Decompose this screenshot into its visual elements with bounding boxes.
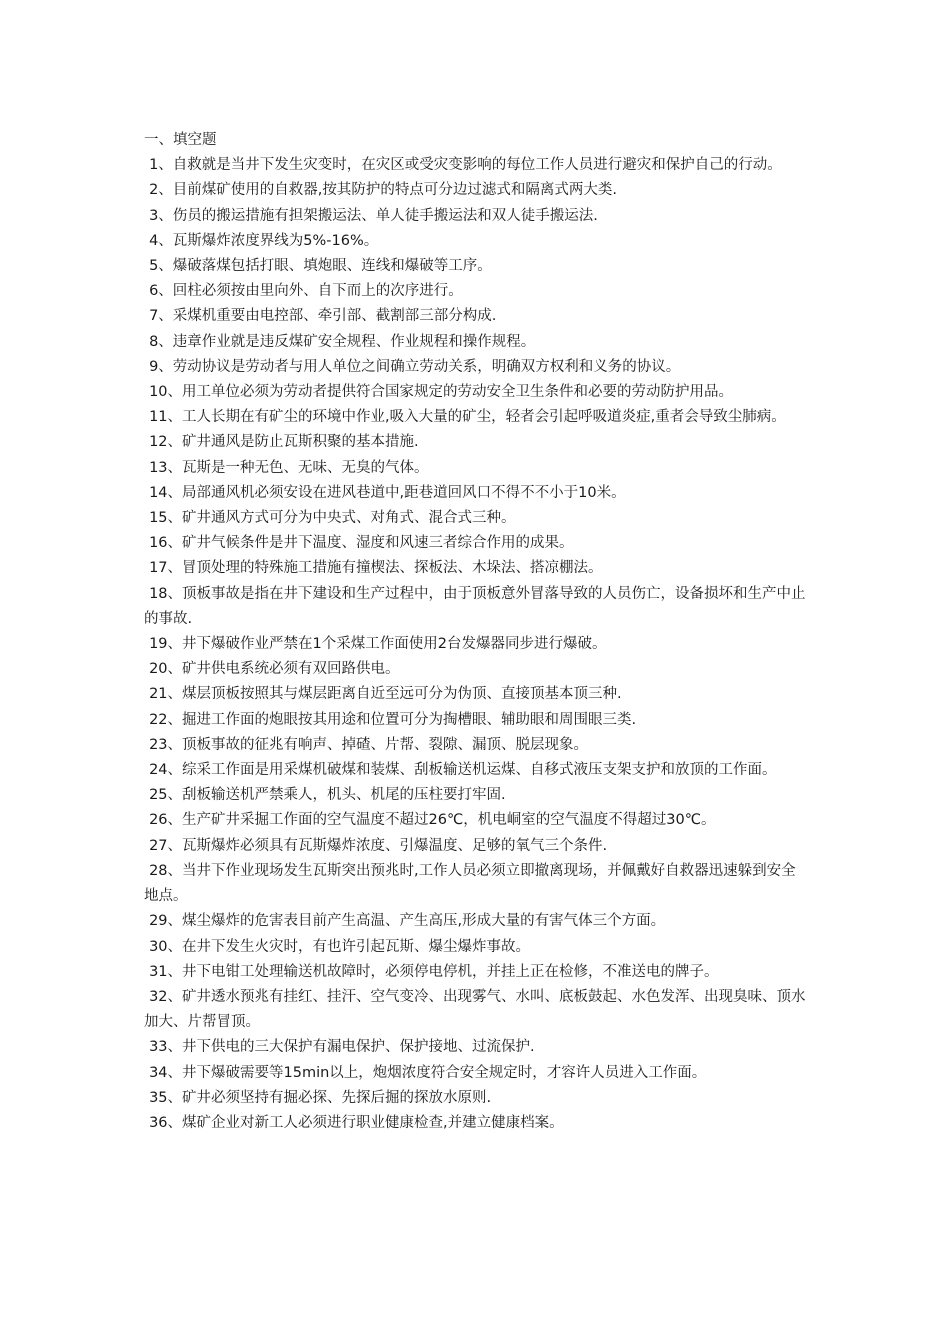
list-item: 24、综采工作面是用采煤机破煤和装煤、刮板输送机运煤、自移式液压支架支护和放顶的工作面。 <box>149 762 777 779</box>
list-item: 3、伤员的搬运措施有担架搬运法、单人徒手搬运法和双人徒手搬运法. <box>149 207 598 224</box>
list-item: 33、井下供电的三大保护有漏电保护、保护接地、过流保护. <box>149 1039 535 1056</box>
list-item: 15、矿井通风方式可分为中央式、对角式、混合式三种。 <box>149 510 516 527</box>
list-item: 17、冒顶处理的特殊施工措施有撞楔法、探板法、木垛法、搭凉棚法。 <box>149 560 603 577</box>
list-item: 25、刮板输送机严禁乘人，机头、机尾的压柱要打牢固. <box>149 787 506 804</box>
list-item: 18、顶板事故是指在井下建设和生产过程中，由于顶板意外冒落导致的人员伤亡，设备损坏和生产中止的事故. <box>144 585 806 627</box>
section-title: 一、填空题 <box>144 132 217 148</box>
list-item: 20、矿井供电系统必须有双回路供电。 <box>149 661 400 678</box>
list-item: 35、矿井必须坚持有掘必探、先探后掘的探放水原则. <box>149 1089 492 1106</box>
list-item: 31、井下电钳工处理输送机故障时，必须停电停机，并挂上正在检修，不准送电的牌子。 <box>149 963 719 980</box>
list-item: 28、当井下作业现场发生瓦斯突出预兆时,工作人员必须立即撤离现场，并佩戴好自救器迅速躲到安全地点。 <box>144 862 796 905</box>
list-item: 32、矿井透水预兆有挂红、挂汗、空气变冷、出现雾气、水叫、底板鼓起、水色发浑、出现臭味、顶水加大、片帮冒顶。 <box>144 988 806 1031</box>
list-item: 21、煤层顶板按照其与煤层距离自近至远可分为伪顶、直接顶基本顶三种. <box>149 686 622 703</box>
list-item: 19、井下爆破作业严禁在1个采煤工作面使用2台发爆器同步进行爆破。 <box>149 636 607 653</box>
list-item: 26、生产矿井采掘工作面的空气温度不超过26℃，机电峒室的空气温度不得超过30℃。 <box>149 812 716 829</box>
list-item: 1、自救就是当井下发生灾变时，在灾区或受灾变影响的每位工作人员进行避灾和保护自己的行动。 <box>149 157 782 174</box>
list-item: 8、违章作业就是违反煤矿安全规程、作业规程和操作规程。 <box>149 333 536 350</box>
list-item: 29、煤尘爆炸的危害表目前产生高温、产生高压,形成大量的有害气体三个方面。 <box>149 913 666 930</box>
document-body <box>144 128 808 1136</box>
list-item: 4、瓦斯爆炸浓度界线为5%-16%。 <box>149 232 379 249</box>
list-item: 7、采煤机重要由电控部、牵引部、截割部三部分构成. <box>149 308 497 325</box>
list-item: 10、用工单位必须为劳动者提供符合国家规定的劳动安全卫生条件和必要的劳动防护用品。 <box>149 384 734 401</box>
list-item: 23、顶板事故的征兆有响声、掉碴、片帮、裂隙、漏顶、脱层现象。 <box>149 736 589 753</box>
list-item: 22、掘进工作面的炮眼按其用途和位置可分为掏槽眼、辅助眼和周围眼三类. <box>149 711 637 728</box>
list-item: 12、矿井通风是防止瓦斯积聚的基本措施. <box>149 434 419 451</box>
list-item: 36、煤矿企业对新工人必须进行职业健康检查,并建立健康档案。 <box>149 1114 564 1131</box>
list-item: 30、在井下发生火灾时，有也许引起瓦斯、爆尘爆炸事故。 <box>149 938 531 955</box>
question-list <box>144 153 808 1136</box>
list-item: 9、劳动协议是劳动者与用人单位之间确立劳动关系，明确双方权利和义务的协议。 <box>149 358 681 375</box>
list-item: 27、瓦斯爆炸必须具有瓦斯爆炸浓度、引爆温度、足够的氧气三个条件. <box>149 837 608 854</box>
list-item: 34、井下爆破需要等15min以上，炮烟浓度符合安全规定时，才容许人员进入工作面。 <box>149 1064 707 1081</box>
list-item: 11、工人长期在有矿尘的环境中作业,吸入大量的矿尘，轻者会引起呼吸道炎症,重者会导致尘肺病。 <box>149 409 786 426</box>
list-item: 16、矿井气候条件是井下温度、湿度和风速三者综合作用的成果。 <box>149 535 574 552</box>
list-item: 5、爆破落煤包括打眼、填炮眼、连线和爆破等工序。 <box>149 258 492 275</box>
list-item: 2、目前煤矿使用的自救器,按其防护的特点可分边过滤式和隔离式两大类. <box>149 182 618 199</box>
list-item: 6、回柱必须按由里向外、自下而上的次序进行。 <box>149 283 463 300</box>
list-item: 13、瓦斯是一种无色、无味、无臭的气体。 <box>149 459 429 476</box>
list-item: 14、局部通风机必须安设在进风巷道中,距巷道回风口不得不不小于10米。 <box>149 484 626 501</box>
